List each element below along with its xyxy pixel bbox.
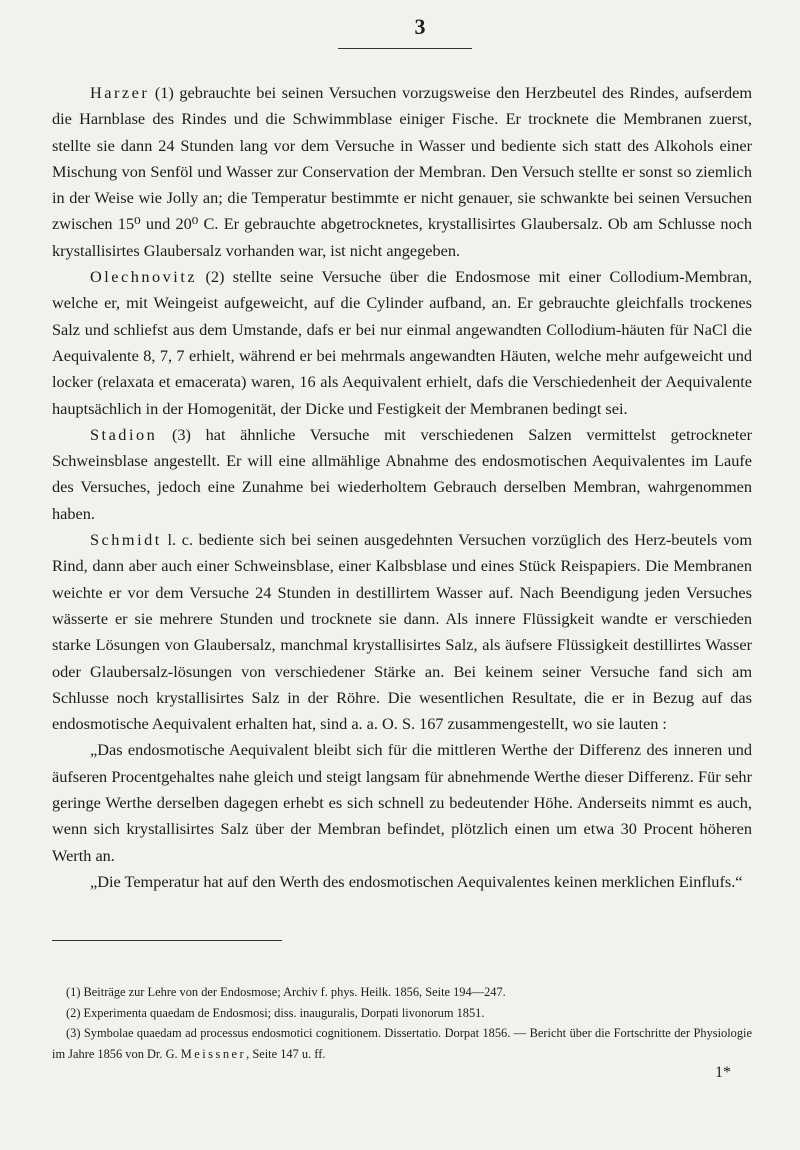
footnote-rule bbox=[52, 940, 282, 941]
footnote-2 bbox=[52, 1003, 752, 1024]
signature-mark: 1* bbox=[715, 1064, 731, 1081]
footnote-text: (3) Symbolae quaedam ad processus endosmotici cognitionem. Dissertatio. Dorpat 1856. — Bericht über die Fortschritte der Physiologie im Jahre 1856 von Dr. G. bbox=[52, 1026, 752, 1061]
footnote-author: Meissner bbox=[180, 1046, 247, 1061]
paragraph-text: „Das endosmotische Aequivalent bleibt sich für die mittleren Werthe der Differenz des inneren und äufseren Procentgehaltes nahe gleich und steigt langsam für abnehmende Werthe dieser Differenz. Für sehr geringe Werthe derselben dagegen erhebt es sich schnell zu bedeutender Höhe. Anderseits nimmt es auch, wenn sich krystallisirtes Salz über der Membran befindet, plötzlich einen um etwa 30 Procent höheren Werth an. bbox=[52, 740, 752, 865]
paragraph-olechnovitz bbox=[52, 264, 752, 422]
paragraph-stadion bbox=[52, 422, 752, 527]
quote-paragraph-2 bbox=[52, 869, 752, 895]
quote-paragraph-1 bbox=[52, 737, 752, 868]
author-name: Schmidt bbox=[90, 530, 162, 550]
author-name: Olechnovitz bbox=[90, 267, 198, 287]
header-rule bbox=[338, 48, 472, 49]
footnote-text: (1) Beiträge zur Lehre von der Endosmose; Archiv f. phys. Heilk. 1856, Seite 194—247. bbox=[66, 985, 506, 999]
author-name: Stadion bbox=[90, 424, 158, 444]
footnote-1 bbox=[52, 982, 752, 1003]
paragraph-text: „Die Temperatur hat auf den Werth des endosmotischen Aequivalentes keinen merklichen Einflufs.“ bbox=[90, 871, 743, 891]
footnotes bbox=[52, 982, 752, 1064]
paragraph-text: (1) gebrauchte bei seinen Versuchen vorzugsweise den Herzbeutel des Rindes, aufserdem die Harnblase des Rindes und die Schwimmblase einiger Fische. Er trocknete die Membranen zuerst, stellte sie dann 24 Stunden lang vor dem Versuche in Wasser und bediente sich statt des Alkohols einer Mischung von Senföl und Wasser zur Conservation der Membran. Den Versuch stellte er sonst so ziemlich in der Weise wie Jolly an; die Temperatur bestimmte er nicht genauer, sie schwankte bei seinen Versuchen zwischen 15⁰ und 20⁰ C. Er gebrauchte abgetrocknetes, krystallisirtes Glaubersalz. Ob am Schlusse noch krystallisirtes Glaubersalz vorhanden war, ist nicht angegeben. bbox=[52, 83, 752, 260]
body-text bbox=[52, 80, 752, 895]
author-name: Harzer bbox=[90, 83, 150, 102]
footnote-text-end: , Seite 147 u. ff. bbox=[246, 1046, 326, 1061]
paragraph-harzer bbox=[52, 80, 752, 264]
paragraph-text: (3) hat ähnliche Versuche mit verschiedenen Salzen vermittelst getrockneter Schweinsblase angestellt. Er will eine allmählige Abnahme des endosmotischen Aequivalentes im Laufe des Versuches, jedoch eine Zunahme bei wiederholtem Gebrauch derselben Membran, wahrgenommen haben. bbox=[52, 424, 752, 523]
paragraph-schmidt bbox=[52, 527, 752, 737]
page-number: 3 bbox=[414, 14, 426, 39]
footnote-text: (2) Experimenta quaedam de Endosmosi; diss. inauguralis, Dorpati livonorum 1851. bbox=[66, 1005, 485, 1020]
footnote-3 bbox=[52, 1023, 752, 1064]
paragraph-text: l. c. bediente sich bei seinen ausgedehnten Versuchen vorzüglich des Herz-beutels vom Rind, dann aber auch einer Schweinsblase, einer Kalbsblase und eines Stück Reispapiers. Die Membranen weichte er vor dem Versuche 24 Stunden in destillirtem Wasser auf. Nach Beendigung jeden Versuches wässerte er sie mehrere Stunden und trocknete sie dann. Als innere Flüssigkeit wandte er verschieden starke Lösungen von Glaubersalz, manchmal krystallisirtes Salz, als äufsere Flüssigkeit destillirtes Wasser oder Glaubersalz-lösungen von verschiedener Stärke an. Bei keinem seiner Versuche fand sich am Schlusse noch krystallisirtes Salz in der Röhre. Die wesentlichen Resultate, die er in Bezug auf das endosmotische Aequivalent erhalten hat, sind a. a. O. S. 167 zusammengestellt, wo sie lauten : bbox=[52, 530, 752, 734]
paragraph-text: (2) stellte seine Versuche über die Endosmose mit einer Collodium-Membran, welche er, mit Weingeist aufgeweicht, auf die Cylinder aufband, an. Er gebrauchte gleichfalls trockenes Salz und schliefst aus dem Umstande, dafs er bei nur einmal angewandten Collodium-häuten für NaCl die Aequivalente 8, 7, 7 erhielt, während er bei mehrmals angewandten Häuten, welche mehr aufgeweicht und locker (relaxata et emacerata) waren, 16 als Aequivalent erhielt, dafs die Verschiedenheit der Aequivalente hauptsächlich in der Homogenität, der Dicke und Festigkeit der Membranen bedingt sei. bbox=[52, 267, 752, 418]
